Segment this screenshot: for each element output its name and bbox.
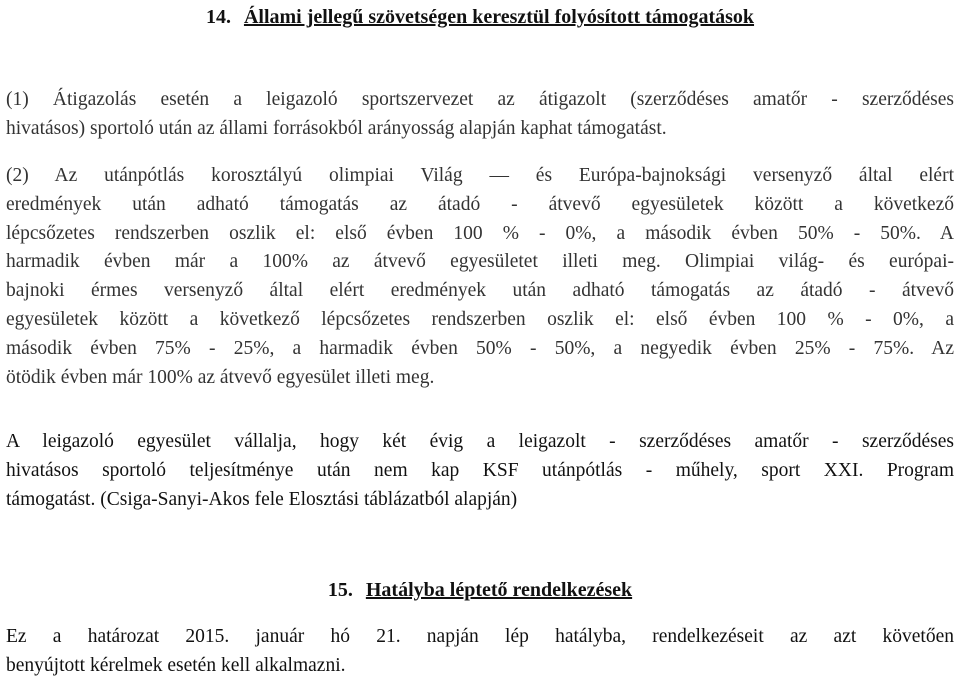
section-heading-14 <box>6 2 954 32</box>
section-heading-15 <box>6 575 954 605</box>
text-line: hivatásos) sportoló után az állami forrásokból arányosság alapján kaphat támogatást. <box>6 117 667 139</box>
text-line: (1) Átigazolás esetén a leigazoló sportszervezet az átigazolt (szerződéses amatőr - szerződéses <box>6 89 954 110</box>
section-title: Állami jellegű szövetségen keresztül folyósított támogatások <box>243 6 755 28</box>
section-number: 15. <box>327 579 353 601</box>
paragraph-transfer-support <box>6 86 954 144</box>
text-line: lépcsőzetes rendszerben oszlik el: első évben 100 % - 0%, a második évben 50% - 50%. A <box>6 222 954 244</box>
text-line: (2) Az utánpótlás korosztályú olimpiai Világ — és Európa-bajnoksági versenyző által elért <box>6 165 954 186</box>
text-line: Ez a határozat 2015. január hó 21. napján lép hatályba, rendelkezéseit az azt követően <box>6 626 954 647</box>
text-line: támogatást. (Csiga-Sanyi-Akos fele Elosztási táblázatból alapján) <box>6 488 518 510</box>
paragraph-club-commitment <box>6 428 954 514</box>
text-line: ötödik évben már 100% az átvevő egyesület illeti meg. <box>6 366 435 388</box>
text-line: második évben 75% - 25%, a harmadik évben 50% - 50%, a negyedik évben 25% - 75%. Az <box>6 337 954 359</box>
section-number: 14. <box>205 6 231 28</box>
text-line: bajnoki érmes versenyző által elért eredmények után adható támogatás az átadó - átvevő <box>6 280 954 302</box>
paragraph-effective-date <box>6 623 954 681</box>
text-line: egyesületek között a következő lépcsőzetes rendszerben oszlik el: első évben 100 % - 0%, a <box>6 308 954 330</box>
text-line: eredmények után adható támogatás az átadó - átvevő egyesületek között a következő <box>6 193 954 215</box>
text-line: harmadik évben már a 100% az átvevő egyesületet illeti meg. Olimpiai világ- és európai- <box>6 251 954 273</box>
text-line: A leigazoló egyesület vállalja, hogy két évig a leigazolt - szerződéses amatőr - szerződéses <box>6 431 954 452</box>
text-line: benyújtott kérelmek esetén kell alkalmazni. <box>6 654 346 676</box>
paragraph-youth-support <box>6 162 954 392</box>
text-line: hivatásos sportoló teljesítménye után nem kap KSF utánpótlás - műhely, sport XXI. Program <box>6 459 954 481</box>
section-title: Hatályba léptető rendelkezések <box>365 579 633 601</box>
